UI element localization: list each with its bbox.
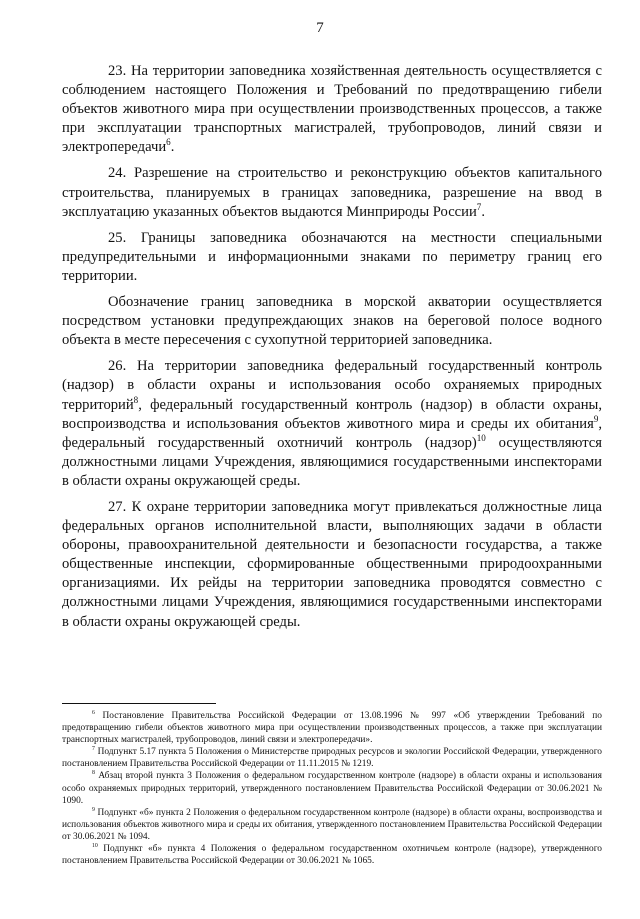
body-text [62,62,602,632]
page-number: 7 [316,20,324,36]
paragraph-23: 23. На территории заповедника хозяйственная деятельность осуществляется с соблюдением настоящего Положения и Требований по предотвращению гибели объектов животного мира при осуществлении производственных процессов, а также при эксплуатации транспортных магистралей, трубопроводов, линий связи и электропередачи$^6$. [62,63,602,156]
footnote-ref-9[interactable]: 9 [593,413,599,424]
footnote-6: $^6$ Постановление Правительства Российской Федерации от 13.08.1996 № 997 «Об утверждении Требований по предотвращению гибели объектов животного мира при осуществлении производственных процессов, а также при эксплуатации транспортных магистралей, трубопроводов, линий связи и электропередачи». [62,709,602,746]
footnote-ref-8[interactable]: 8 [133,394,139,405]
paragraph-27: 27. К охране территории заповедника могут привлекаться должностные лица федеральных органов исполнительной власти, выполняющих задачи в области обороны, правоохранительной деятельности и безопасности государства, а также общественные инспекции, сформированные общественными природоохранными организациями. Их рейды на территории заповедника проводятся совместно с должностными лицами Учреждения, являющимися государственными инспекторами в области охраны окружающей среды. [62,498,602,630]
footnote-separator [62,703,216,704]
paragraph-25: 25. Границы заповедника обозначаются на местности специальными предупредительными и информационными знаками по периметру границ его территории. [62,229,602,284]
paragraph-24: 24. Разрешение на строительство и реконструкцию объектов капитального строительства, планируемых в границах заповедника, разрешение на ввод в эксплуатацию указанных объектов выдаются Минприроды России$^7$. [62,165,602,220]
footnote-ref-10[interactable]: 10 [476,432,486,443]
footnote-ref-6[interactable]: 6 [166,137,171,148]
footnote-9: $^9$ Подпункт «б» пункта 2 Положения о федеральном государственном контроле (надзоре) в области охраны, воспроизводства и использования объектов животного мира и среды их обитания, утвержденного постановлением Правительства Российской Федерации от 30.06.2021 № 1094. [62,806,602,842]
footnote-8: $^8$ Абзац второй пункта 3 Положения о федеральном государственном контроле (надзоре) в области охраны и использования особо охраняемых природных территорий, утвержденного постановлением Правительства Российской Федерации от 30.06.2021 № 1090. [62,770,602,806]
footnote-7: $^7$ Подпункт 5.17 пункта 5 Положения о Министерстве природных ресурсов и экологии Российской Федерации, утвержденного постановлением Правительства Российской Федерации от 11.11.2015 № 1219. [62,746,602,770]
footnote-ref-7[interactable]: 7 [476,201,482,212]
paragraph-25-continued: Обозначение границ заповедника в морской акватории осуществляется посредством установки предупреждающих знаков на береговой полосе водного объекта в месте пересечения с сухопутной территорией заповедника. [62,294,602,349]
footnote-10: $^{10}$ Подпункт «б» пункта 4 Положения о федеральном государственном охотничьем контроле (надзоре), утвержденного постановлением Правительства Российской Федерации от 30.06.2021 № 1065. [62,842,602,867]
paragraph-26: 26. На территории заповедника федеральный государственный контроль (надзор) в области охраны и использования особо охраняемых природных территорий$^8$, федеральный государственный контроль (надзор) в области охраны, воспроизводства и использования объектов животного мира и среды их обитания$^9$, федеральный государственный охотничий контроль (надзор)$^{10}$ осуществляются должностными лицами Учреждения, являющимися государственными инспекторами в области охраны окружающей среды. [62,358,602,489]
footnotes [62,710,602,867]
